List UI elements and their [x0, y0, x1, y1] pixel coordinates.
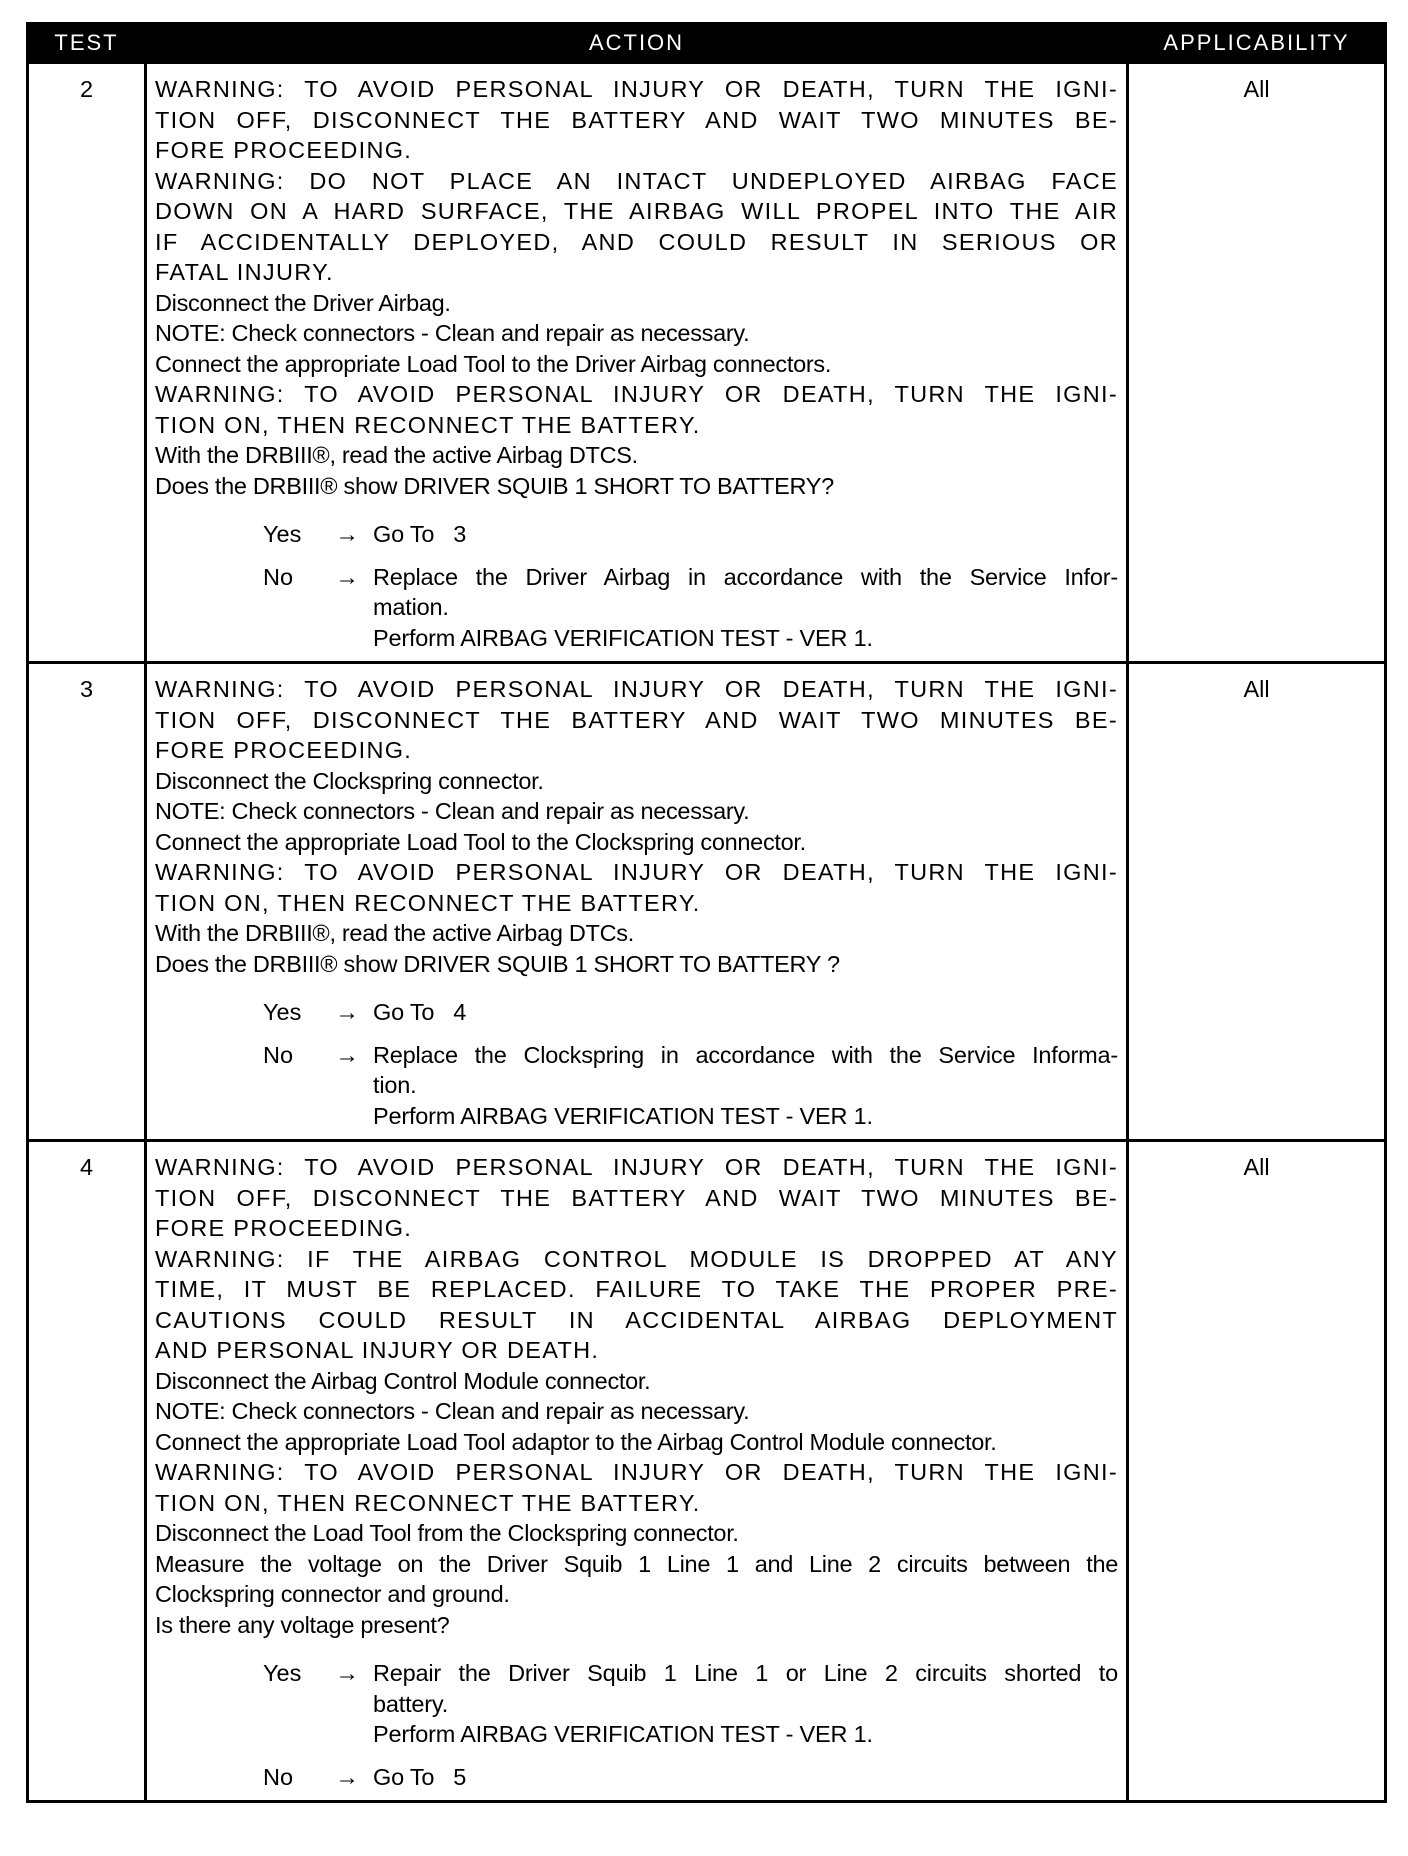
action-line: TIME, IT MUST BE REPLACED. FAILURE TO TAKE THE PROPER PRE- — [155, 1276, 1118, 1302]
action-line: TION OFF, DISCONNECT THE BATTERY AND WAIT TWO MINUTES BE- — [155, 106, 1118, 133]
outcome-line: tion. — [373, 1072, 417, 1098]
action-line: NOTE: Check connectors - Clean and repair as necessary. — [155, 1398, 750, 1424]
action-line: TION ON, THEN RECONNECT THE BATTERY. — [155, 411, 701, 438]
action-line: FORE PROCEEDING. — [155, 137, 413, 163]
action-line: WARNING: TO AVOID PERSONAL INJURY OR DEATH, TURN THE IGNI- — [155, 381, 1118, 407]
arrow-right-icon: → — [335, 999, 359, 1025]
outcome-yes — [155, 519, 1118, 550]
action-line: NOTE: Check connectors - Clean and repair as necessary. — [155, 798, 750, 824]
diagnostic-test-table — [26, 22, 1387, 1803]
arrow-right-icon: → — [335, 1041, 359, 1068]
arrow-right-icon: → — [335, 563, 359, 590]
action-line: Is there any voltage present? — [155, 1611, 450, 1638]
outcome-no — [155, 1040, 1118, 1132]
outcome-line: Perform AIRBAG VERIFICATION TEST - VER 1. — [373, 624, 873, 651]
spacer — [155, 979, 1118, 985]
action-line: Disconnect the Clockspring connector. — [155, 767, 544, 794]
outcome-answer: No — [263, 1763, 294, 1790]
table-header-row — [28, 24, 1386, 63]
action-cell — [146, 663, 1128, 1141]
action-cell — [146, 1141, 1128, 1802]
header-action: ACTION — [146, 24, 1128, 63]
action-line: IF ACCIDENTALLY DEPLOYED, AND COULD RESULT IN SERIOUS OR — [155, 228, 1118, 255]
action-line: NOTE: Check connectors - Clean and repair as necessary. — [155, 320, 750, 346]
outcome-result — [373, 519, 1118, 550]
outcome-line: Perform AIRBAG VERIFICATION TEST - VER 1. — [373, 1721, 873, 1747]
action-line: Connect the appropriate Load Tool to the Clockspring connector. — [155, 828, 806, 855]
action-line: TION ON, THEN RECONNECT THE BATTERY. — [155, 1489, 701, 1516]
action-line: Connect the appropriate Load Tool adaptor to the Airbag Control Module connector. — [155, 1428, 997, 1455]
action-line: WARNING: TO AVOID PERSONAL INJURY OR DEATH, TURN THE IGNI- — [155, 76, 1118, 102]
outcome-result — [373, 1040, 1118, 1132]
spacer — [155, 1640, 1118, 1646]
action-line: WARNING: DO NOT PLACE AN INTACT UNDEPLOYED AIRBAG FACE — [155, 167, 1118, 194]
outcome-line: battery. — [373, 1690, 449, 1717]
action-line: WARNING: TO AVOID PERSONAL INJURY OR DEATH, TURN THE IGNI- — [155, 1459, 1118, 1485]
action-line: Does the DRBIII® show DRIVER SQUIB 1 SHORT TO BATTERY ? — [155, 950, 840, 977]
action-line: WARNING: TO AVOID PERSONAL INJURY OR DEATH, TURN THE IGNI- — [155, 859, 1118, 885]
outcome-result — [373, 997, 1118, 1028]
arrow-right-icon: → — [335, 1763, 359, 1790]
action-line: FATAL INJURY. — [155, 259, 334, 285]
arrow-right-icon: → — [335, 1660, 359, 1686]
outcome-line: Go To 3 — [373, 521, 467, 547]
outcome-no — [155, 1762, 1118, 1793]
outcome-answer: Yes — [263, 999, 302, 1025]
outcome-line: mation. — [373, 594, 449, 620]
action-line: Disconnect the Load Tool from the Clockspring connector. — [155, 1520, 739, 1546]
header-applicability: APPLICABILITY — [1128, 24, 1386, 63]
action-line: WARNING: TO AVOID PERSONAL INJURY OR DEATH, TURN THE IGNI- — [155, 1154, 1118, 1180]
outcome-line: Go To 5 — [373, 1763, 467, 1790]
outcome-result — [373, 562, 1118, 654]
table-row — [28, 1141, 1386, 1802]
action-line: Connect the appropriate Load Tool to the Driver Airbag connectors. — [155, 350, 832, 377]
action-line: Measure the voltage on the Driver Squib 1 Line 1 and Line 2 circuits between the — [155, 1550, 1118, 1577]
action-line: TION OFF, DISCONNECT THE BATTERY AND WAIT TWO MINUTES BE- — [155, 706, 1118, 733]
action-line: With the DRBIII®, read the active Airbag DTCS. — [155, 442, 638, 468]
action-line: FORE PROCEEDING. — [155, 1215, 413, 1241]
outcome-answer: No — [263, 1041, 294, 1068]
test-number: 3 — [28, 663, 146, 1141]
action-line: WARNING: TO AVOID PERSONAL INJURY OR DEATH, TURN THE IGNI- — [155, 676, 1118, 702]
table-row — [28, 663, 1386, 1141]
outcome-yes — [155, 1658, 1118, 1750]
action-line: WARNING: IF THE AIRBAG CONTROL MODULE IS DROPPED AT ANY — [155, 1245, 1118, 1272]
action-cell — [146, 63, 1128, 663]
outcome-line: Replace the Clockspring in accordance with the Service Informa- — [373, 1041, 1118, 1068]
outcome-line: Repair the Driver Squib 1 Line 1 or Line 2 circuits shorted to — [373, 1660, 1118, 1686]
action-line: DOWN ON A HARD SURFACE, THE AIRBAG WILL PROPEL INTO THE AIR — [155, 198, 1118, 224]
applicability-value: All — [1128, 63, 1386, 663]
outcome-line: Perform AIRBAG VERIFICATION TEST - VER 1. — [373, 1102, 873, 1129]
outcome-answer: No — [263, 563, 294, 590]
outcome-line: Go To 4 — [373, 999, 467, 1025]
action-line: TION OFF, DISCONNECT THE BATTERY AND WAIT TWO MINUTES BE- — [155, 1184, 1118, 1211]
action-line: Disconnect the Airbag Control Module connector. — [155, 1367, 651, 1394]
table-row — [28, 63, 1386, 663]
action-line: Does the DRBIII® show DRIVER SQUIB 1 SHORT TO BATTERY? — [155, 472, 834, 499]
outcome-result — [373, 1762, 1118, 1793]
action-line: CAUTIONS COULD RESULT IN ACCIDENTAL AIRBAG DEPLOYMENT — [155, 1306, 1118, 1333]
action-line: Disconnect the Driver Airbag. — [155, 289, 451, 316]
outcome-yes — [155, 997, 1118, 1028]
action-line: FORE PROCEEDING. — [155, 737, 413, 763]
outcome-answer: Yes — [263, 521, 302, 547]
test-number: 4 — [28, 1141, 146, 1802]
action-line: With the DRBIII®, read the active Airbag DTCs. — [155, 920, 634, 946]
action-line: TION ON, THEN RECONNECT THE BATTERY. — [155, 889, 701, 916]
applicability-value: All — [1128, 663, 1386, 1141]
applicability-value: All — [1128, 1141, 1386, 1802]
arrow-right-icon: → — [335, 521, 359, 547]
outcome-no — [155, 562, 1118, 654]
header-test: TEST — [28, 24, 146, 63]
outcome-answer: Yes — [263, 1660, 302, 1686]
action-line: Clockspring connector and ground. — [155, 1581, 510, 1607]
test-number: 2 — [28, 63, 146, 663]
outcome-result — [373, 1658, 1118, 1750]
spacer — [155, 501, 1118, 507]
outcome-line: Replace the Driver Airbag in accordance with the Service Infor- — [373, 563, 1118, 590]
action-line: AND PERSONAL INJURY OR DEATH. — [155, 1337, 600, 1363]
